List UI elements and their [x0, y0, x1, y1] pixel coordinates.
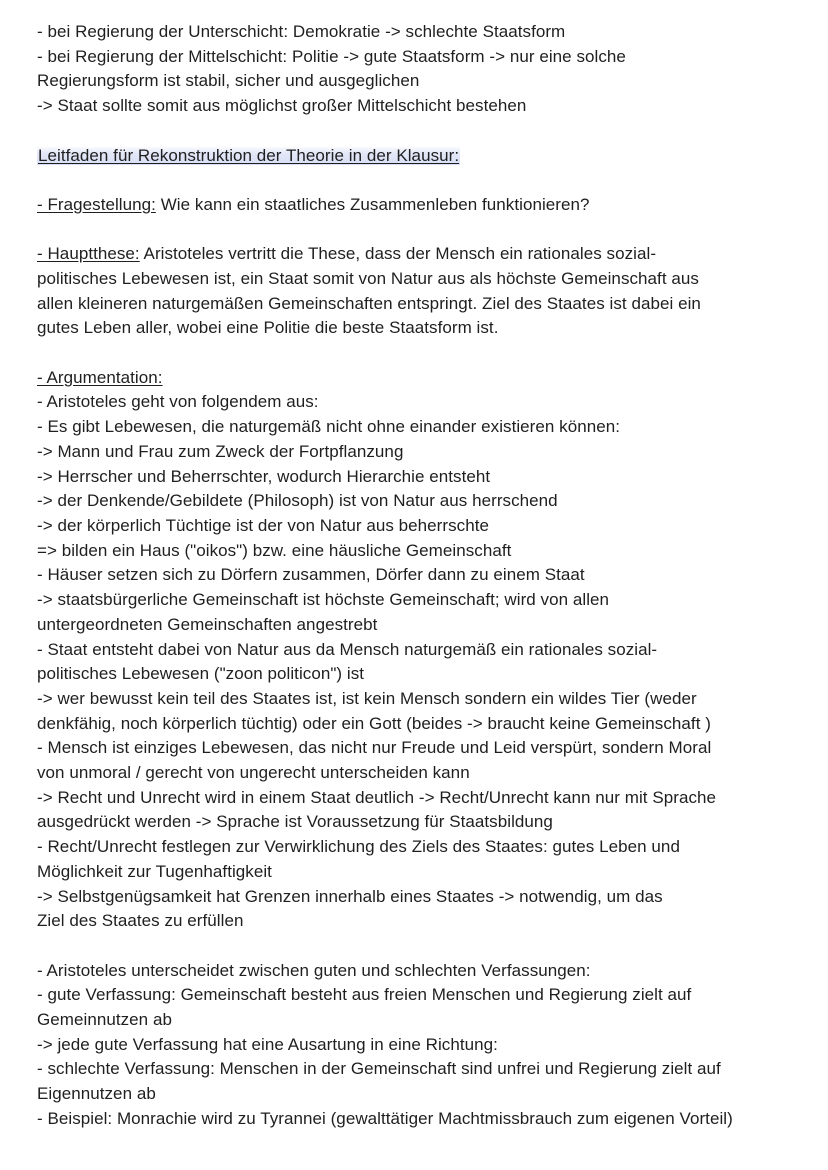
hauptthese-line [37, 242, 807, 267]
intro-line: -> Staat sollte somit aus möglichst großer Mittelschicht bestehen [37, 96, 527, 116]
argumentation-line: - Staat entsteht dabei von Natur aus da Mensch naturgemäß ein rationales sozial- [37, 639, 658, 659]
argumentation-line: politisches Lebewesen ("zoon politicon") ist [37, 664, 365, 684]
fragestellung-line [37, 193, 807, 218]
verfassungen-line: - gute Verfassung: Gemeinschaft besteht aus freien Menschen und Regierung zielt auf [37, 985, 692, 1005]
argumentation-line: - Mensch ist einziges Lebewesen, das nicht nur Freude und Leid verspürt, sondern Moral [37, 738, 712, 758]
argumentation-line: - Häuser setzen sich zu Dörfern zusammen, Dörfer dann zu einem Staat [37, 565, 585, 585]
argumentation-label: - Argumentation: [37, 367, 163, 387]
verfassungen-line: - Aristoteles unterscheidet zwischen guten und schlechten Verfassungen: [37, 960, 591, 980]
hauptthese-text: Aristoteles vertritt die These, dass der Mensch ein rationales sozial- [139, 244, 657, 264]
verfassungen-line: Gemeinnutzen ab [37, 1010, 172, 1030]
argumentation-line: -> Herrscher und Beherrschter, wodurch Hierarchie entsteht [37, 466, 491, 486]
spacer [37, 934, 807, 959]
hauptthese-label: - Hauptthese: [37, 244, 140, 264]
section-heading-line [37, 144, 807, 169]
spacer [37, 218, 807, 243]
hauptthese-line: politisches Lebewesen ist, ein Staat somit von Natur aus als höchste Gemeinschaft aus [37, 268, 699, 288]
spacer [37, 168, 807, 193]
argumentation-line: ausgedrückt werden -> Sprache ist Voraussetzung für Staatsbildung [37, 812, 553, 832]
spacer [37, 119, 807, 144]
verfassungen-line: - Beispiel: Monrachie wird zu Tyrannei (gewalttätiger Machtmissbrauch zum eigenen Vorteil) [37, 1108, 733, 1128]
hauptthese-line: gutes Leben aller, wobei eine Politie die beste Staatsform ist. [37, 318, 499, 338]
argumentation-line: untergeordneten Gemeinschaften angestrebt [37, 614, 378, 634]
argumentation-line: -> wer bewusst kein teil des Staates ist, ist kein Mensch sondern ein wildes Tier (weder [37, 688, 697, 708]
intro-line: - bei Regierung der Unterschicht: Demokratie -> schlechte Staatsform [37, 22, 566, 41]
argumentation-line: - Aristoteles geht von folgendem aus: [37, 392, 319, 412]
argumentation-line: -> Recht und Unrecht wird in einem Staat deutlich -> Recht/Unrecht kann nur mit Sprache [37, 787, 717, 807]
fragestellung-text: Wie kann ein staatliches Zusammenleben funktionieren? [155, 194, 590, 214]
argumentation-heading-line [37, 366, 807, 391]
argumentation-line: Möglichkeit zur Tugenhaftigkeit [37, 861, 272, 881]
verfassungen-line: - schlechte Verfassung: Menschen in der Gemeinschaft sind unfrei und Regierung zielt auf [37, 1059, 721, 1079]
argumentation-line: -> der körperlich Tüchtige ist der von Natur aus beherrschte [37, 516, 489, 535]
spacer [37, 341, 807, 366]
argumentation-line: => bilden ein Haus ("oikos") bzw. eine häusliche Gemeinschaft [37, 540, 512, 560]
intro-line: Regierungsform ist stabil, sicher und ausgeglichen [37, 71, 420, 91]
argumentation-line: von unmoral / gerecht von ungerecht unterscheiden kann [37, 763, 470, 783]
document-body [37, 20, 807, 1132]
argumentation-line: Ziel des Staates zu erfüllen [37, 911, 244, 931]
argumentation-line: - Es gibt Lebewesen, die naturgemäß nicht ohne einander existieren können: [37, 417, 621, 437]
argumentation-line: -> Mann und Frau zum Zweck der Fortpflanzung [37, 441, 404, 461]
verfassungen-line: -> jede gute Verfassung hat eine Ausartung in eine Richtung: [37, 1034, 498, 1054]
argumentation-line: -> der Denkende/Gebildete (Philosoph) ist von Natur aus herrschend [37, 491, 558, 511]
argumentation-line: - Recht/Unrecht festlegen zur Verwirklichung des Ziels des Staates: gutes Leben und [37, 837, 680, 857]
argumentation-line: -> staatsbürgerliche Gemeinschaft ist höchste Gemeinschaft; wird von allen [37, 590, 610, 610]
fragestellung-label: - Fragestellung: [37, 194, 156, 214]
verfassungen-line: Eigennutzen ab [37, 1084, 156, 1104]
argumentation-line: denkfähig, noch körperlich tüchtig) oder ein Gott (beides -> braucht keine Gemeinschaft ) [37, 713, 711, 733]
hauptthese-line: allen kleineren naturgemäßen Gemeinschaften entspringt. Ziel des Staates ist dabei ein [37, 293, 701, 313]
section-heading: Leitfaden für Rekonstruktion der Theorie in der Klausur: [38, 145, 460, 165]
argumentation-line: -> Selbstgenügsamkeit hat Grenzen innerhalb eines Staates -> notwendig, um das [37, 886, 663, 906]
intro-line: - bei Regierung der Mittelschicht: Politie -> gute Staatsform -> nur eine solche [37, 46, 626, 66]
